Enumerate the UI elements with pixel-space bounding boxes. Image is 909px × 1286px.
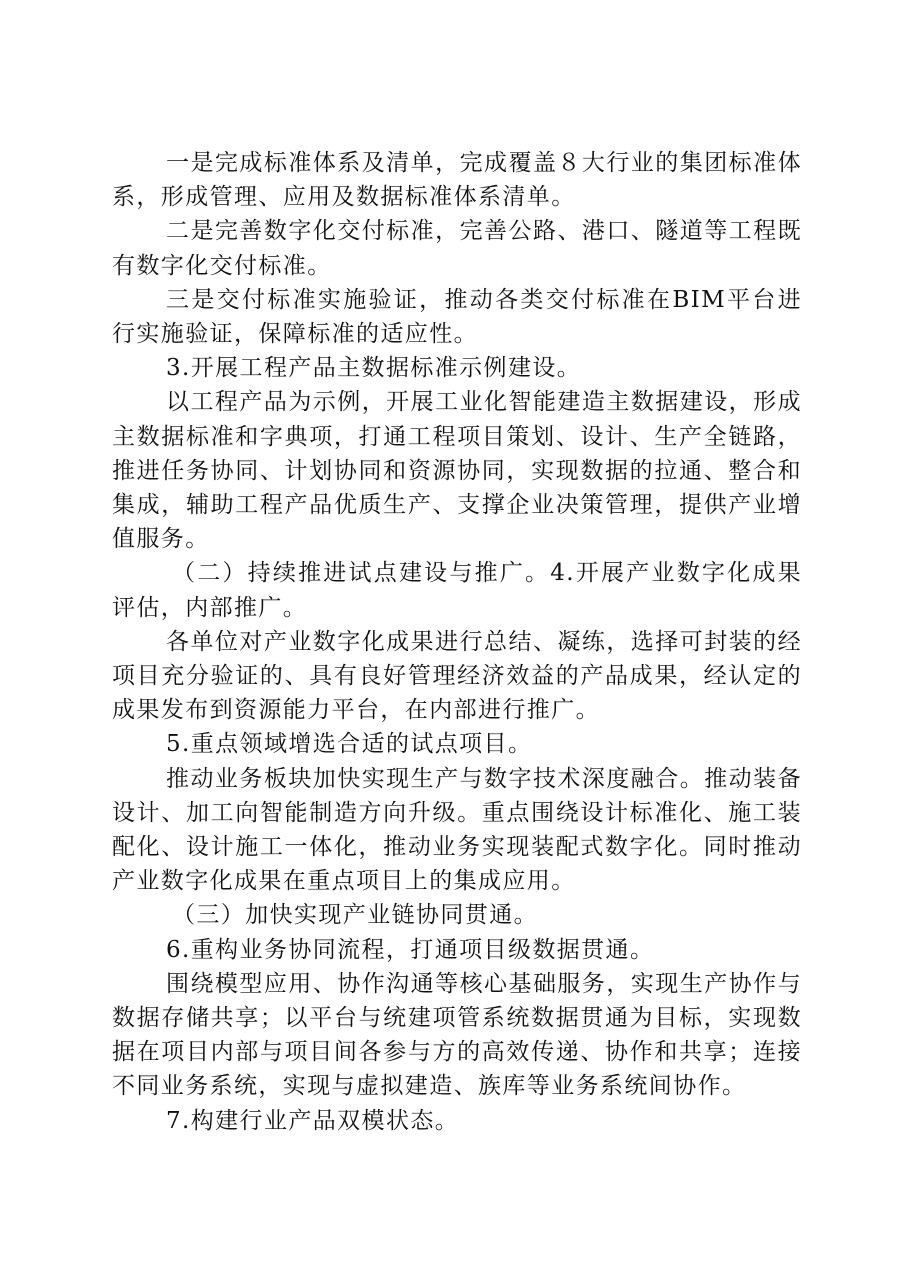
paragraph-collaboration: 围绕模型应用、协作沟通等核心基础服务，实现生产协作与数据存储共享；以平台与统建项管系统数据贯通为目标，实现数据在项目内部与项目间各参与方的高效传递、协作和共享；连接不同业务系统，实现与虚拟建造、族库等业务系统间协作。	[112, 970, 802, 1100]
heading-item-5: 5.重点领域增选合适的试点项目。	[166, 731, 533, 758]
heading-item-7: 7.构建行业产品双模状态。	[166, 1107, 460, 1134]
paragraph-master-data: 以工程产品为示例，开展工业化智能建造主数据建设，形成主数据标准和字典项，打通工程项目策划、设计、生产全链路，推进任务协同、计划协同和资源协同，实现数据的拉通、整合和集成，辅助工程产品优质生产、支撑企业决策管理，提供产业增值服务。	[112, 389, 802, 553]
paragraph-pilot-projects: 推动业务板块加快实现生产与数字技术深度融合。推动装备设计、加工向智能制造方向升级。重点围绕设计标准化、施工装配化、设计施工一体化，推动业务实现装配式数字化。同时推动产业数字化成果在重点项目上的集成应用。	[112, 765, 802, 895]
heading-item-6: 6.重构业务协同流程，打通项目级数据贯通。	[166, 936, 655, 963]
paragraph-delivery-verification: 三是交付标准实施验证，推动各类交付标准在BIM平台进行实施验证，保障标准的适应性。	[112, 286, 802, 348]
paragraph-evaluation: 各单位对产业数字化成果进行总结、凝练，选择可封装的经项目充分验证的、具有良好管理经济效益的产品成果，经认定的成果发布到资源能力平台，在内部进行推广。	[112, 628, 802, 724]
paragraph-standard-system: 一是完成标准体系及清单，完成覆盖８大行业的集团标准体系，形成管理、应用及数据标准体系清单。	[112, 150, 802, 211]
heading-section-2: （二）持续推进试点建设与推广。4.开展产业数字化成果评估，内部推广。	[112, 560, 802, 621]
document-body	[112, 146, 802, 1138]
heading-section-3: （三）加快实现产业链协同贯通。	[172, 902, 538, 929]
paragraph-digital-delivery: 二是完善数字化交付标准，完善公路、港口、隧道等工程既有数字化交付标准。	[112, 218, 802, 279]
heading-item-3: 3.开展工程产品主数据标准示例建设。	[166, 355, 582, 382]
